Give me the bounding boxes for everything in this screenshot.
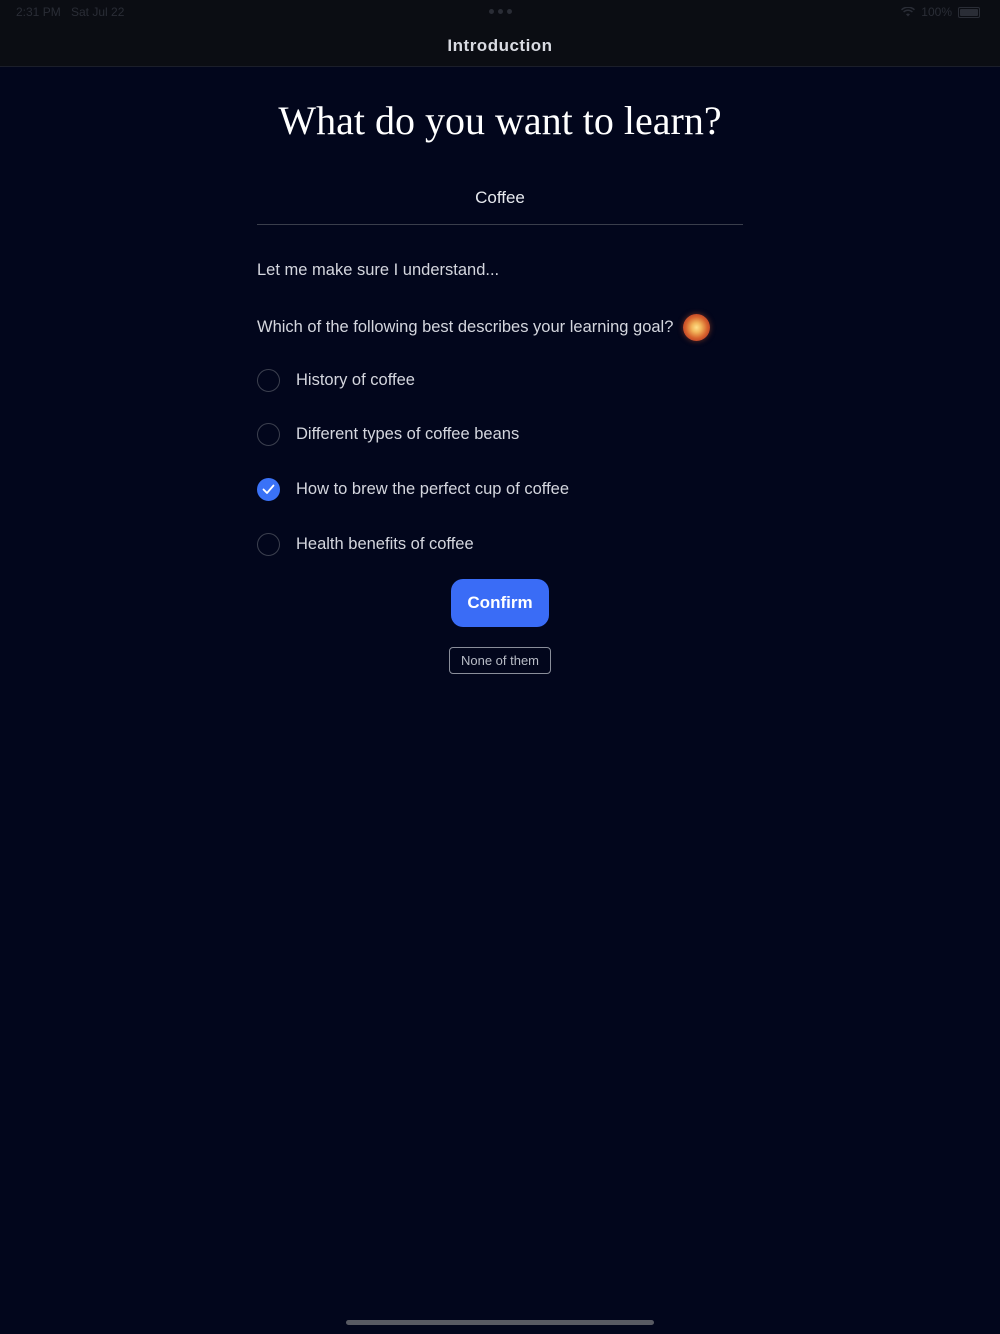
option-brewing[interactable] bbox=[257, 462, 743, 517]
none-of-them-button[interactable]: None of them bbox=[449, 647, 551, 674]
checkmark-icon bbox=[262, 484, 275, 495]
option-label: Different types of coffee beans bbox=[296, 425, 520, 444]
home-indicator[interactable] bbox=[346, 1320, 654, 1325]
battery-percent: 100% bbox=[921, 5, 952, 19]
confirm-button[interactable]: Confirm bbox=[451, 579, 548, 627]
option-label: Health benefits of coffee bbox=[296, 534, 474, 553]
option-label: How to brew the perfect cup of coffee bbox=[296, 479, 570, 498]
page-title: What do you want to learn? bbox=[278, 98, 722, 143]
radio-unchecked-icon[interactable] bbox=[257, 533, 280, 556]
option-health-benefits[interactable] bbox=[257, 517, 743, 572]
status-bar bbox=[0, 0, 1000, 24]
battery-icon bbox=[958, 7, 980, 18]
topic-input[interactable]: Coffee bbox=[257, 184, 743, 225]
wifi-icon bbox=[901, 7, 915, 17]
status-time: 2:31 PM bbox=[16, 5, 61, 19]
nav-title: Introduction bbox=[447, 36, 553, 55]
assistant-orb-icon bbox=[683, 314, 710, 341]
radio-unchecked-icon[interactable] bbox=[257, 423, 280, 446]
multitasking-dots-icon[interactable] bbox=[489, 9, 512, 14]
status-indicators bbox=[901, 5, 980, 19]
options-list bbox=[257, 353, 743, 571]
intro-text: Let me make sure I understand... bbox=[257, 261, 500, 279]
actions bbox=[257, 579, 743, 674]
question-text: Which of the following best describes your learning goal? bbox=[257, 318, 674, 336]
navigation-bar bbox=[0, 24, 1000, 67]
radio-checked-icon[interactable] bbox=[257, 478, 280, 501]
option-history[interactable] bbox=[257, 353, 743, 408]
question-row bbox=[257, 314, 743, 341]
main-content bbox=[257, 67, 743, 674]
status-date: Sat Jul 22 bbox=[71, 5, 125, 19]
option-bean-types[interactable] bbox=[257, 408, 743, 463]
radio-unchecked-icon[interactable] bbox=[257, 369, 280, 392]
option-label: History of coffee bbox=[296, 370, 415, 389]
